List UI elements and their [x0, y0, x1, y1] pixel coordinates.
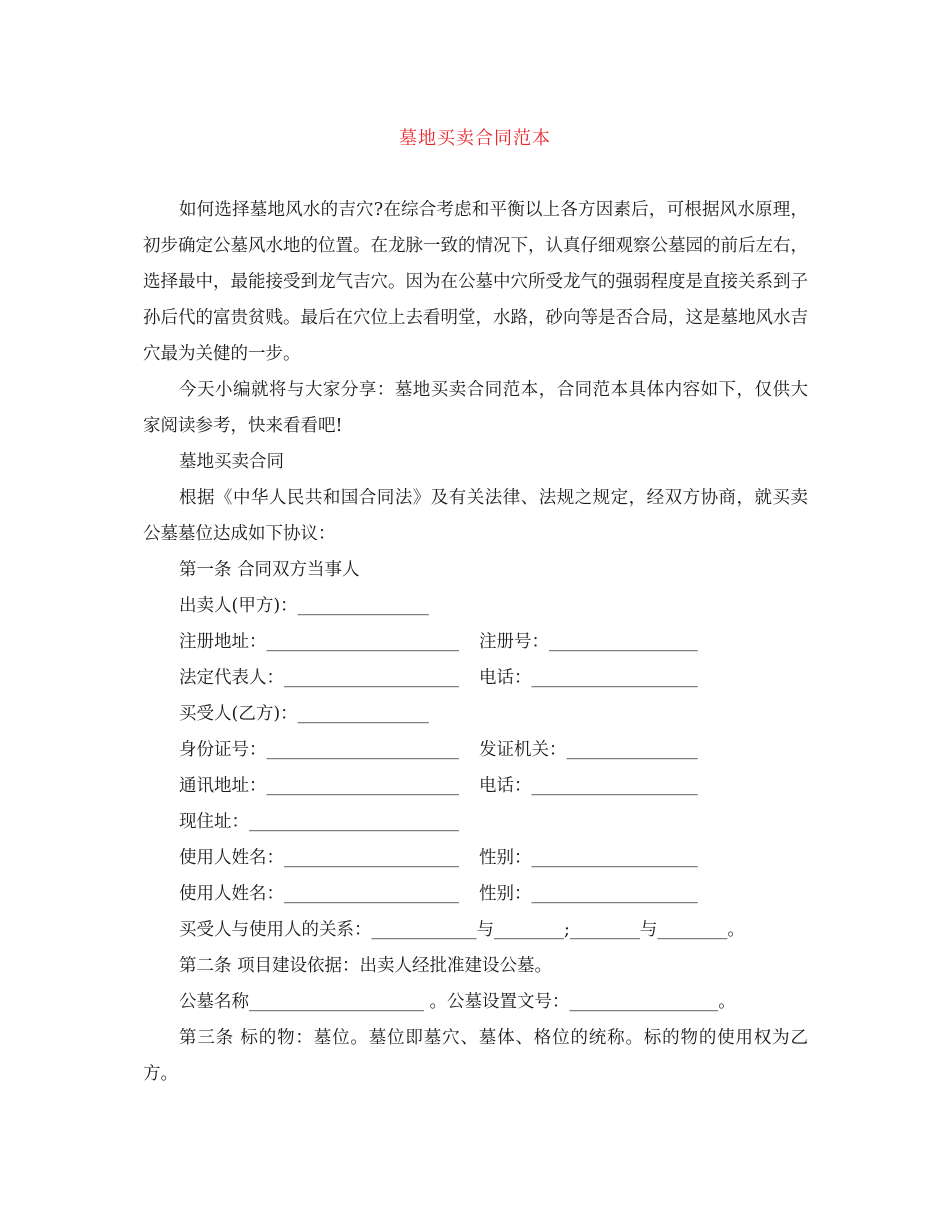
- document-body: [143, 192, 808, 1092]
- legal-rep-row: [143, 660, 808, 696]
- cemetery-name-field: 公墓名称____________________ 。公墓设置文号：_________________。: [179, 992, 736, 1012]
- document-title: 墓地买卖合同范本: [399, 128, 551, 149]
- current-address-field: 现住址：________________________: [179, 812, 459, 832]
- user-row-2: [143, 876, 808, 912]
- phone-field-2: 电话：___________________: [479, 776, 698, 796]
- relation-field: 买受人与使用人的关系：____________与________;________与________。: [179, 920, 745, 940]
- mail-row: [143, 768, 808, 804]
- reg-address-field: 注册地址：______________________: [179, 632, 459, 652]
- legal-rep-field: 法定代表人：____________________: [179, 668, 459, 688]
- buyer-field: 买受人(乙方)：_______________: [179, 704, 429, 724]
- user-name-field-1: 使用人姓名：____________________: [179, 848, 459, 868]
- seller-field: 出卖人(甲方)：_______________: [179, 596, 429, 616]
- contract-heading: 墓地买卖合同: [179, 452, 284, 472]
- article-3: 第三条 标的物：墓位。墓位即墓穴、墓体、格位的统称。标的物的使用权为乙方。: [143, 1028, 808, 1084]
- gender-field-1: 性别：___________________: [479, 848, 698, 868]
- reg-row: [143, 624, 808, 660]
- issuer-field: 发证机关：_______________: [479, 740, 698, 760]
- id-no-field: 身份证号：______________________: [179, 740, 459, 760]
- article-1: 第一条 合同双方当事人: [179, 560, 360, 580]
- gender-field-2: 性别：___________________: [479, 884, 698, 904]
- basis-paragraph: 根据《中华人民共和国合同法》及有关法律、法规之规定，经双方协商，就买卖公墓墓位达成如下协议：: [143, 488, 808, 544]
- phone-field-1: 电话：___________________: [479, 668, 698, 688]
- user-row-1: [143, 840, 808, 876]
- user-name-field-2: 使用人姓名：____________________: [179, 884, 459, 904]
- id-row: [143, 732, 808, 768]
- reg-no-field: 注册号：_________________: [479, 632, 698, 652]
- intro-paragraph-1: 如何选择墓地风水的吉穴?在综合考虑和平衡以上各方因素后，可根据风水原理，初步确定公墓风水地的位置。在龙脉一致的情况下，认真仔细观察公墓园的前后左右，选择最中，最能接受到龙气吉穴。因为在公墓中穴所受龙气的强弱程度是直接关系到子孙后代的富贵贫贱。最后在穴位上去看明堂，水路，砂向等是否合局，这是墓地风水吉穴最为关健的一步。: [143, 200, 808, 364]
- article-2: 第二条 项目建设依据：出卖人经批准建设公墓。: [179, 956, 553, 976]
- mail-address-field: 通讯地址：______________________: [179, 776, 459, 796]
- intro-paragraph-2: 今天小编就将与大家分享：墓地买卖合同范本，合同范本具体内容如下，仅供大家阅读参考，快来看看吧!: [143, 380, 808, 436]
